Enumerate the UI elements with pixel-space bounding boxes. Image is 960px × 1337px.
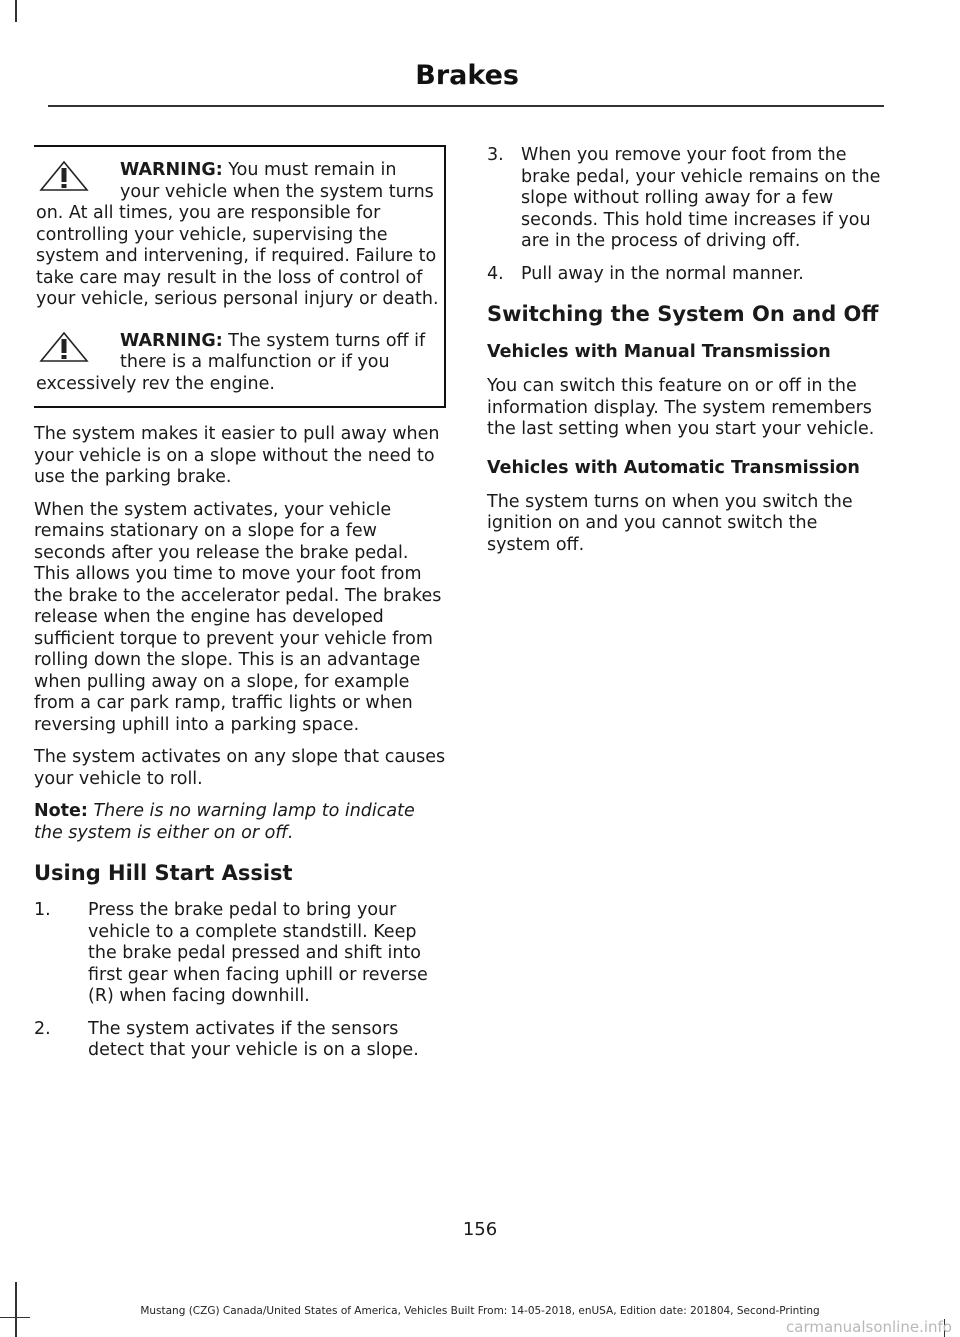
note — [34, 801, 446, 844]
body-paragraph: When the system activates, your vehicle remains stationary on a slope for a few seconds after you release the brake pedal. This allows you time to move your foot from the brake to the accelerator pedal. The brakes release when the engine has developed sufficient torque to prevent your vehicle from rolling down the slope. This is an advantage when pulling away on a slope, for example from a car park ramp, traffic lights or when reversing uphill into a parking space. — [34, 499, 442, 735]
page-number: 156 — [462, 1219, 498, 1240]
warning-triangle-icon — [36, 160, 92, 192]
warning-triangle-icon — [36, 331, 92, 363]
warning-text: You must remain in your vehicle when the system turns on. At all times, you are responsible for controlling your vehicle, supervising the system and intervening, if required. Failure to take care may result in the loss of control of your vehicle, serious personal injury or death. — [36, 160, 439, 309]
body-paragraph: The system makes it easier to pull away when your vehicle is on a slope without the need to use the parking brake. — [34, 424, 440, 487]
crop-mark — [15, 0, 17, 22]
header-divider — [48, 105, 884, 107]
section-heading: Switching the System On and Off — [487, 302, 879, 326]
page-title: Brakes — [415, 60, 519, 91]
body-paragraph: The system turns on when you switch the ignition on and you cannot switch the system off. — [487, 491, 853, 555]
warning-label: WARNING: — [120, 160, 223, 180]
step-number: 3. — [487, 145, 504, 165]
list-item — [34, 900, 446, 1008]
list-item — [487, 145, 881, 253]
step-number: 1. — [34, 900, 51, 920]
warning-text: The system turns off if there is a malfunction or if you excessively rev the engine. — [36, 330, 426, 394]
left-column — [34, 145, 446, 1073]
list-item — [487, 264, 881, 286]
steps-list — [487, 145, 881, 285]
steps-list — [34, 900, 446, 1062]
step-number: 2. — [34, 1018, 51, 1039]
note-text: There is no warning lamp to indicate the system is either on or off. — [34, 801, 415, 843]
step-text: When you remove your foot from the brake pedal, your vehicle remains on the slope without rolling away for a few seconds. This hold time increases if you are in the process of driving off. — [521, 145, 881, 251]
warning-label: WARNING: — [120, 330, 223, 351]
footer-text: Mustang (CZG) Canada/United States of America, Vehicles Built From: 14-05-2018, enUSA, Edition date: 201804, Second-Printing — [140, 1305, 820, 1317]
step-text: Pull away in the normal manner. — [521, 263, 804, 284]
step-number: 4. — [487, 263, 504, 284]
subsection-heading: Vehicles with Automatic Transmission — [487, 457, 860, 478]
warning-item — [36, 331, 440, 396]
step-text: Press the brake pedal to bring your vehicle to a complete standstill. Keep the brake pedal pressed and shift into first gear when facing uphill or reverse (R) when facing downhill. — [88, 900, 428, 1006]
warning-item — [36, 160, 440, 311]
watermark: carmanualsonline.info — [786, 1318, 952, 1336]
warning-box — [34, 145, 446, 408]
subsection-heading: Vehicles with Manual Transmission — [487, 342, 831, 362]
body-paragraph: You can switch this feature on or off in the information display. The system remembers the last setting when you start your vehicle. — [487, 376, 875, 439]
body-paragraph: The system activates on any slope that causes your vehicle to roll. — [34, 747, 446, 789]
list-item — [34, 1019, 446, 1062]
step-text: The system activates if the sensors detect that your vehicle is on a slope. — [88, 1018, 419, 1060]
right-column — [487, 145, 881, 567]
note-label: Note: — [34, 801, 88, 821]
section-heading: Using Hill Start Assist — [34, 861, 293, 885]
